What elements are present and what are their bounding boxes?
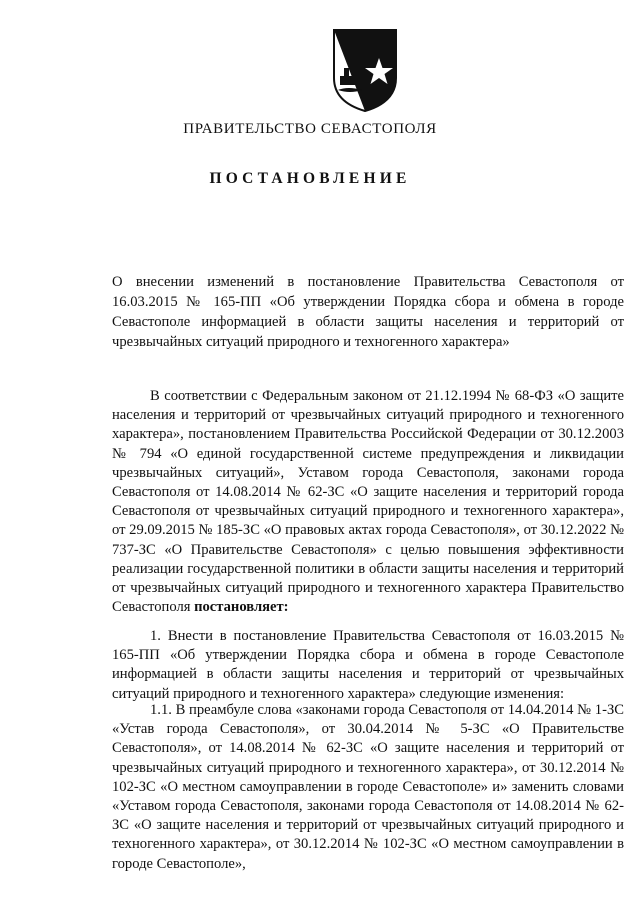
document-type-title: ПОСТАНОВЛЕНИЕ xyxy=(209,170,411,187)
item-1-1-paragraph: 1.1. В преамбуле слова «законами города Севастополя от 14.04.2014 № 1-ЗС «Устав города Севастополя», от 30.04.2014 № 5-ЗС «О Правительстве Севастополя», от 14.08.2014 № 62-ЗС «О защите населения и территорий от чрезвычайных ситуаций природного и техногенного характера», от 30.12.2014 № 102-ЗС «О местном самоуправлении в городе Севастополе» и» заменить словами «Уставом города Севастополя, законами города Севастополя от 14.08.2014 № 62-ЗС «О защите населения и территорий от чрезвычайных ситуаций природного и техногенного характера», от 30.12.2014 № 102-ЗС «О местном самоуправлении в городе Севастополе», xyxy=(112,702,624,872)
preamble-text: В соответствии с Федеральным законом от 21.12.1994 № 68-ФЗ «О защите населения и территорий от чрезвычайных ситуаций природного и техногенного характера», постановлением Правительства Российской Федерации от 30.12.2003 № 794 «О единой государственной системе предупреждения и ликвидации чрезвычайных ситуаций», Уставом города Севастополя, законами города Севастополя от 14.08.2014 № 62-ЗС «О защите населения и территорий города Севастополя от чрезвычайных ситуаций природного и техногенного характера», от 29.09.2015 № 185-ЗС «О правовых актах города Севастополя», от 30.12.2022 № 737-ЗС «О Правительстве Севастополя» с целью повышения эффективности реализации государственной политики в области защиты населения и территорий от чрезвычайных ситуаций природного и техногенного характера Правительство Севастополя xyxy=(112,388,624,616)
preamble-paragraph xyxy=(112,387,624,617)
resolution-subject: О внесении изменений в постановление Правительства Севастополя от 16.03.2015 № 165-ПП «Об утверждении Порядка сбора и обмена в городе Севастополе информацией в области защиты населения и территорий от чрезвычайных ситуаций природного и техногенного характера» xyxy=(112,274,624,350)
government-title: ПРАВИТЕЛЬСТВО СЕВАСТОПОЛЯ xyxy=(183,121,437,137)
item-1-paragraph: 1. Внести в постановление Правительства Севастополя от 16.03.2015 № 165-ПП «Об утверждении Порядка сбора и обмена в городе Севастополе информацией в области защиты населения и территорий от чрезвычайных ситуаций природного и техногенного характера» следующие изменения: xyxy=(112,628,624,702)
coat-of-arms-icon xyxy=(330,28,400,113)
decrees-word: постановляет: xyxy=(194,599,289,616)
